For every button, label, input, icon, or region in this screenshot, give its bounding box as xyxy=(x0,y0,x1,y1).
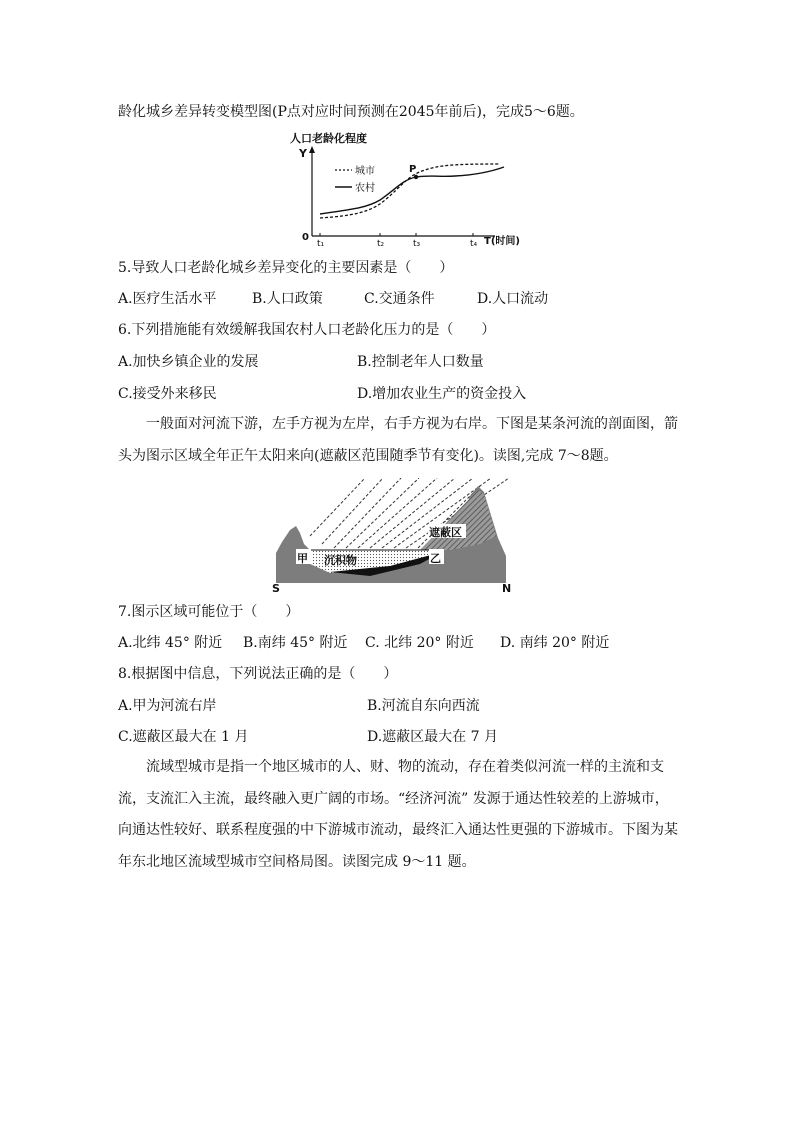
aging-chart xyxy=(290,130,540,250)
origin-label: 0 xyxy=(302,232,309,243)
q5-option-d: D.人口流动 xyxy=(477,291,549,307)
q8-stem: 8.根据图中信息，下列说法正确的是（ ） xyxy=(118,666,398,682)
q6-option-b: B.控制老年人口数量 xyxy=(357,354,484,370)
y-axis-label: Y xyxy=(299,147,307,160)
river-profile-diagram xyxy=(270,478,515,596)
point-p-label: P xyxy=(409,164,417,175)
q8-option-d: D.遮蔽区最大在 7 月 xyxy=(367,729,498,745)
shade-label: 遮蔽区 xyxy=(429,526,462,539)
x-tick-label-4: t₄ xyxy=(470,239,478,249)
q6-option-d: D.增加农业生产的资金投入 xyxy=(357,386,527,402)
sediment-label: 沉积物 xyxy=(324,554,357,567)
legend-rural-label: 农村 xyxy=(355,183,375,194)
north-label: N xyxy=(502,582,512,595)
q8-option-c: C.遮蔽区最大在 1 月 xyxy=(118,729,249,745)
point-p xyxy=(414,175,418,179)
intro-line: 龄化城乡差异转变模型图(P点对应时间预测在2045年前后)，完成5～6题。 xyxy=(118,104,584,120)
q7-option-d: D. 南纬 20° 附近 xyxy=(500,635,610,651)
q6-option-c: C.接受外来移民 xyxy=(118,386,217,402)
y-axis-arrow xyxy=(309,146,315,153)
q5-option-c: C.交通条件 xyxy=(364,291,435,307)
q8-option-a: A.甲为河流右岸 xyxy=(118,698,217,714)
q5-option-a: A.医疗生活水平 xyxy=(118,291,217,307)
q5-option-b: B.人口政策 xyxy=(252,291,323,307)
yi-label: 乙 xyxy=(430,552,441,565)
q7-option-b: B.南纬 45° 附近 xyxy=(243,635,348,651)
river-intro-paragraph: 一般面对河流下游，左手方视为左岸，右手方视为右岸。下图是某条河流的剖面图，箭头为图示区域全年正午太阳来向(遮蔽区范围随季节有变化)。读图,完成 7～8题。 xyxy=(118,416,678,464)
x-tick-label-2: t₂ xyxy=(377,239,385,249)
q8-option-b: B.河流自东向西流 xyxy=(367,698,480,714)
q5-stem: 5.导致人口老龄化城乡差异变化的主要因素是（ ） xyxy=(118,260,454,276)
x-axis-label: T(时间) xyxy=(484,236,520,247)
shadow-zone xyxy=(420,490,496,550)
chart-title: 人口老龄化程度 xyxy=(290,132,367,145)
q7-stem: 7.图示区域可能位于（ ） xyxy=(118,604,300,620)
jia-label: 甲 xyxy=(297,552,308,565)
legend-city-label: 城市 xyxy=(355,166,375,177)
q7-option-a: A.北纬 45° 附近 xyxy=(118,635,223,651)
south-label: S xyxy=(272,582,280,595)
city-intro-paragraph: 流域型城市是指一个地区城市的人、财、物的流动，存在着类似河流一样的主流和支流，支流汇入主流，最终融入更广阔的市场。“经济河流” 发源于通达性较差的上游城市，向通达性较好、联系程度强的中下游城市流动，最终汇入通达性更强的下游城市。下图为某年东北地区流域型城市空间格局图。读图完成 9～11 题。 xyxy=(118,759,678,870)
x-tick-label-3: t₃ xyxy=(413,239,421,249)
q6-option-a: A.加快乡镇企业的发展 xyxy=(118,354,259,370)
q7-option-c: C. 北纬 20° 附近 xyxy=(365,635,474,651)
q6-stem: 6.下列措施能有效缓解我国农村人口老龄化压力的是（ ） xyxy=(118,322,496,338)
x-tick-label-1: t₁ xyxy=(317,239,325,249)
